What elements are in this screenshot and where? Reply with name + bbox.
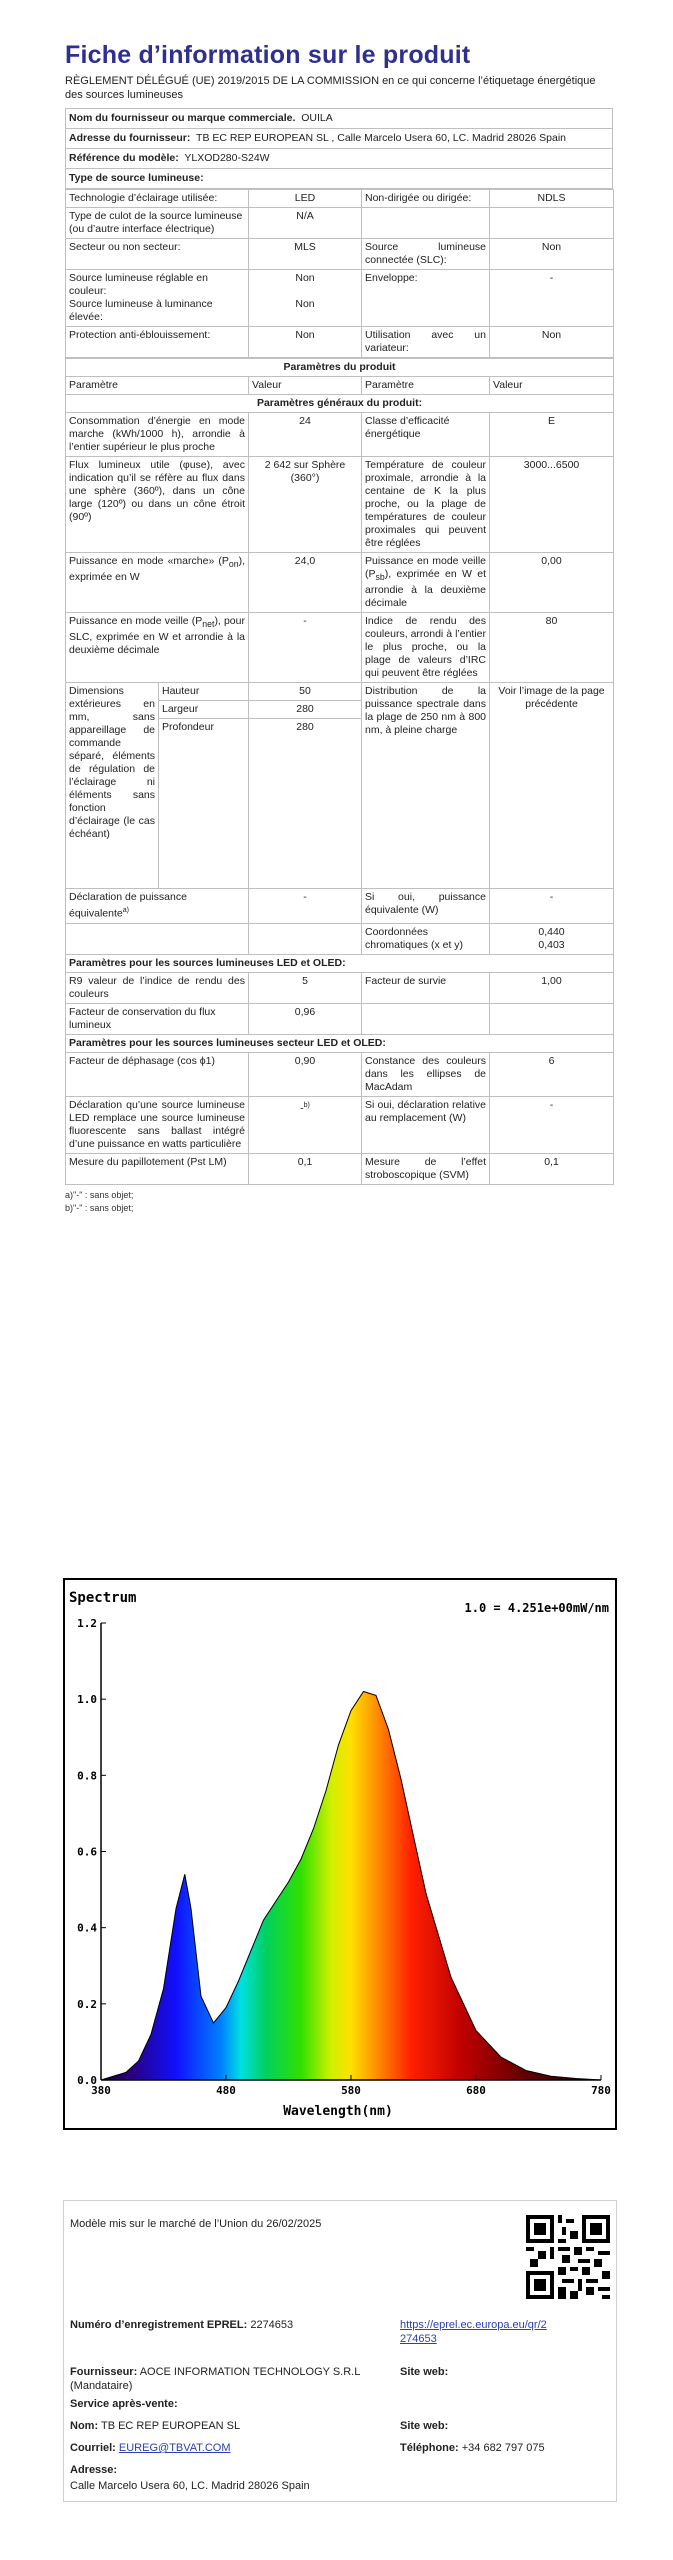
haute-value: Non	[295, 298, 315, 310]
svm-value: 0,1	[490, 1153, 614, 1184]
pnet-label: Puissance en mode veille (P	[69, 615, 203, 628]
chart-title: Spectrum	[69, 1590, 137, 1606]
footnote-b: b)"-" : sans objet;	[65, 1202, 134, 1213]
flux-label: Flux lumineux utile (φuse), avec indication qu’il se réfère au flux dans une sphère (360º), dans un cône large (120º) ou dans un cône étroit (90º)	[66, 457, 249, 553]
market-text: Modèle mis sur le marché de l’Union du 26/02/2025	[70, 2218, 322, 2230]
survie-value: 1,00	[490, 972, 614, 1003]
largeur-label: Largeur	[159, 701, 249, 719]
pon-label-b: ), exprimée en W	[69, 555, 245, 584]
reglable-value: Non	[295, 272, 315, 284]
supplier-table	[65, 108, 613, 189]
classe-label: Classe d’efficacité énergétique	[362, 413, 490, 457]
model-value: YLXOD280-S24W	[184, 152, 270, 164]
supplier-value: OUILA	[301, 112, 333, 124]
culot-value: N/A	[249, 208, 362, 239]
type-table	[65, 189, 614, 358]
y-tick-label: 0.4	[77, 1921, 97, 1935]
tech-label: Technologie d’éclairage utilisée:	[66, 190, 249, 208]
culot-label-2: (ou d’autre interface électrique)	[69, 223, 215, 235]
chrom-label: Coordonnées chromatiques (x et y)	[362, 923, 490, 954]
service-label: Service après-vente:	[70, 2398, 178, 2410]
spectrum-svg	[63, 1578, 617, 2130]
envelope-value: -	[490, 270, 614, 327]
address-value: TB EC REP EUROPEAN SL , Calle Marcelo Usera 60, LC. Madrid 28026 Spain	[196, 132, 567, 144]
type-header-row	[66, 169, 613, 189]
page-title: Fiche d’information sur le produit	[65, 41, 471, 69]
remplace-label: Déclaration qu’une source lumineuse LED remplace une source lumineuse fluorescente sans ballast intégré d’une puissance en watts particulière	[66, 1096, 249, 1153]
spectrum-chart	[63, 1578, 617, 2130]
x-axis-label: Wavelength(nm)	[283, 2104, 393, 2119]
y-tick-label: 1.2	[77, 1617, 97, 1630]
survie-label: Facteur de survie	[362, 972, 490, 1003]
psb-label-b: ), exprimée en W et arrondie à la deuxième décimale	[365, 568, 486, 610]
reg-value: 2274653	[250, 2319, 294, 2331]
tech-value: LED	[249, 190, 362, 208]
r9-label: R9 valeur de l’indice de rendu des couleurs	[66, 972, 249, 1003]
flux-value: 2 642 sur Sphère (360°)	[249, 457, 362, 553]
pon-label: Puissance en mode «marche» (P	[69, 555, 229, 567]
regulation-text: RÈGLEMENT DÉLÉGUÉ (UE) 2019/2015 DE LA COMMISSION en ce qui concerne l’étiquetage énergétique des sources lumineuses	[65, 75, 596, 101]
params-header: Paramètres du produit	[66, 359, 614, 377]
nondir-label: Non-dirigée ou dirigée:	[362, 190, 490, 208]
col-value-2: Valeur	[490, 377, 614, 395]
fournisseur-label: Fournisseur:	[70, 2366, 138, 2378]
adresse-label: Adresse:	[70, 2464, 118, 2476]
pnet-value: -	[249, 613, 362, 683]
temp-value: 3000...6500	[490, 457, 614, 553]
led-header: Paramètres pour les sources lumineuses LED et OLED:	[66, 954, 614, 972]
tel-label: Téléphone:	[400, 2442, 459, 2454]
secteur-label: Secteur ou non secteur:	[66, 239, 249, 270]
pnet-sub: net	[202, 619, 215, 630]
anti-value: Non	[249, 327, 362, 358]
connected-label: Source lumineuse connectée (SLC):	[362, 239, 490, 270]
dim-label: Dimensions extérieures en mm, sans appareillage de commande séparé, éléments de régulation de l’éclairage ni éléments sans fonction d’éclairage (le cas échéant)	[66, 683, 159, 889]
hauteur-label: Hauteur	[159, 683, 249, 701]
type-header: Type de source lumineuse:	[66, 169, 613, 189]
x-tick-label: 580	[341, 2084, 361, 2097]
pst-label: Mesure du papillotement (Pst LM)	[66, 1153, 249, 1184]
connected-value: Non	[490, 239, 614, 270]
largeur-value: 280	[249, 701, 362, 719]
address-row	[66, 129, 613, 149]
chart-scale-text: 1.0 = 4.251e+00mW/nm	[464, 1601, 609, 1615]
psb-label: Puissance en mode veille (P	[365, 555, 486, 580]
psb-value: 0,00	[490, 553, 614, 613]
pnet-label-b: ), pour SLC, exprimée en W et arrondie à la deuxième décimale	[69, 615, 245, 657]
eprel-box	[63, 2200, 617, 2502]
chrom-x: 0,440	[538, 925, 565, 938]
variateur-value: Non	[490, 327, 614, 358]
conso-label: Consommation d’énergie en mode marche (kWh/1000 h), arrondie à l’entier supérieur le plus proche	[66, 413, 249, 457]
remplace-decl-value: -	[490, 1096, 614, 1153]
profondeur-value: 280	[249, 719, 362, 889]
remplace-sup: b)	[303, 1101, 310, 1109]
tel-value: +34 682 797 075	[461, 2442, 545, 2454]
irc-label: Indice de rendu des couleurs, arrondi à l’entier le plus proche, ou la plage de valeurs d’IRC qui peuvent être réglées	[362, 613, 490, 683]
y-tick-label: 0.8	[77, 1769, 97, 1783]
anti-label: Protection anti-éblouissement:	[66, 327, 249, 358]
model-row	[66, 149, 613, 169]
macadam-value: 6	[490, 1052, 614, 1096]
site-label: Site web:	[400, 2366, 449, 2378]
conso-value: 24	[249, 413, 362, 457]
nom-label: Nom:	[70, 2420, 99, 2432]
address-label: Adresse du fournisseur:	[69, 132, 191, 144]
dephasage-label: Facteur de déphasage (cos ϕ1)	[66, 1052, 249, 1096]
site2-label: Site web:	[400, 2420, 449, 2432]
remplace-value: -	[300, 1102, 304, 1115]
col-param-1: Paramètre	[66, 377, 249, 395]
conservation-value: 0,96	[249, 1003, 362, 1034]
x-tick-label: 680	[466, 2084, 486, 2097]
product-sheet	[65, 40, 613, 1215]
x-tick-label: 380	[91, 2084, 111, 2097]
equiv-value: -	[490, 889, 614, 924]
col-param-2: Paramètre	[362, 377, 490, 395]
col-value-1: Valeur	[249, 377, 362, 395]
mains-header: Paramètres pour les sources lumineuses secteur LED et OLED:	[66, 1034, 614, 1052]
macadam-label: Constance des couleurs dans les ellipses de MacAdam	[362, 1052, 490, 1096]
y-tick-label: 0.2	[77, 1997, 97, 2011]
remplace-decl-label: Si oui, déclaration relative au remplacement (W)	[362, 1096, 490, 1153]
courriel-link[interactable]: EUREG@TBVAT.COM	[118, 2442, 231, 2454]
pst-value: 0,1	[249, 1153, 362, 1184]
footnotes	[65, 1189, 613, 1215]
eprel-link[interactable]: https://eprel.ec.europa.eu/qr/2274653	[400, 2319, 547, 2345]
hauteur-value: 50	[249, 683, 362, 701]
general-header: Paramètres généraux du produit:	[66, 395, 614, 413]
culot-label: Type de culot de la source lumineuse	[69, 210, 243, 222]
profondeur-label: Profondeur	[159, 719, 249, 889]
reg-label: Numéro d’enregistrement EPREL:	[70, 2319, 248, 2331]
courriel-label: Courriel:	[70, 2442, 116, 2454]
decl-sup: a)	[122, 907, 129, 915]
spectre-value: Voir l’image de la page précédente	[490, 683, 614, 889]
params-table	[65, 358, 614, 1185]
r9-value: 5	[249, 972, 362, 1003]
adresse-value: Calle Marcelo Usera 60, LC. Madrid 28026 Spain	[70, 2480, 310, 2492]
classe-value: E	[490, 413, 614, 457]
spectre-label: Distribution de la puissance spectrale dans la plage de 250 nm à 800 nm, à pleine charge	[362, 683, 490, 889]
envelope-label: Enveloppe:	[362, 270, 490, 327]
decl-label: Déclaration de puissance équivalente	[69, 891, 187, 920]
x-tick-label: 480	[216, 2084, 236, 2097]
chrom-y: 0,403	[538, 938, 565, 951]
decl-value: -	[249, 889, 362, 924]
reglable-label: Source lumineuse réglable en couleur:	[69, 272, 208, 297]
psb-sub: sb	[375, 572, 385, 583]
x-tick-label: 780	[591, 2084, 611, 2097]
qr-code-icon	[526, 2215, 610, 2299]
model-label: Référence du modèle:	[69, 152, 179, 164]
supplier-label: Nom du fournisseur ou marque commerciale.	[69, 112, 296, 124]
svm-label: Mesure de l’effet stroboscopique (SVM)	[362, 1153, 490, 1184]
equiv-label: Si oui, puissance équivalente (W)	[362, 889, 490, 924]
footnote-a: a)"-" : sans objet;	[65, 1189, 134, 1200]
fournisseur-value: AOCE INFORMATION TECHNOLOGY S.R.L (Mandataire)	[70, 2366, 360, 2392]
pon-sub: on	[228, 559, 239, 570]
haute-label: Source lumineuse à luminance élevée:	[69, 298, 213, 323]
nondir-value: NDLS	[490, 190, 614, 208]
dephasage-value: 0,90	[249, 1052, 362, 1096]
temp-label: Température de couleur proximale, arrondie à la centaine de K la plus proche, ou la plage de températures de couleur proximales qui peuvent être réglées	[362, 457, 490, 553]
nom-value: TB EC REP EUROPEAN SL	[100, 2420, 241, 2432]
y-tick-label: 0.0	[77, 2074, 97, 2087]
variateur-label: Utilisation avec un variateur:	[362, 327, 490, 358]
y-tick-label: 1.0	[77, 1693, 97, 1707]
conservation-label: Facteur de conservation du flux lumineux	[66, 1003, 249, 1034]
pon-value: 24,0	[249, 553, 362, 613]
y-tick-label: 0.6	[77, 1845, 97, 1859]
supplier-row	[66, 109, 613, 129]
irc-value: 80	[490, 613, 614, 683]
secteur-value: MLS	[249, 239, 362, 270]
